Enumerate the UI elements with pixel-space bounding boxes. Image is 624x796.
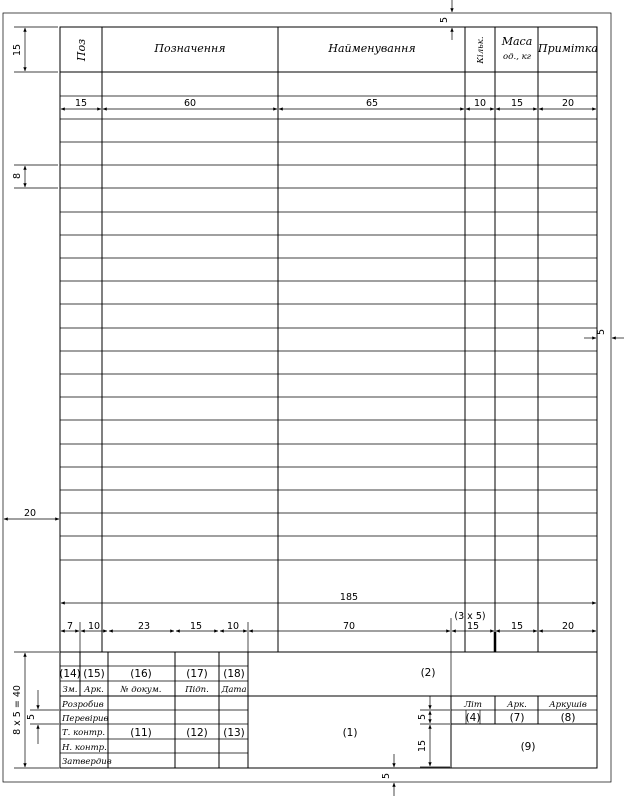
stamp-height-dimension: [12, 652, 59, 768]
dim-stamp-c5: 10: [226, 621, 240, 632]
stamp-right-dimensions: [417, 696, 450, 767]
svg-text:5: 5: [596, 328, 607, 336]
stamp-field-12: (12): [186, 727, 208, 739]
total-width-dimension: [61, 592, 596, 603]
header-mass-line1: Маса: [501, 35, 533, 48]
column-width-dimensions: [61, 98, 596, 109]
dim-stamp-c6: 70: [342, 621, 356, 632]
header-mass-line2: од., кг: [503, 52, 531, 62]
stamp-label-sheet: Арк.: [507, 700, 527, 710]
stamp-label-doc: № докум.: [120, 685, 162, 695]
top-margin-dimension: [439, 0, 458, 40]
svg-text:185: 185: [339, 592, 359, 603]
stamp-field-17: (17): [186, 668, 208, 680]
header-qty: Кільк.: [476, 36, 486, 64]
stamp-field-4: (4): [465, 712, 481, 724]
stamp-field-8: (8): [560, 712, 576, 724]
svg-text:15: 15: [417, 739, 428, 753]
dim-stamp-c4: 15: [189, 621, 203, 632]
dim-mass: 15: [510, 98, 524, 109]
sheet-trim-border: [3, 13, 611, 782]
svg-text:8: 8: [12, 172, 23, 180]
stamp-label-zm: Зм.: [62, 685, 78, 695]
svg-text:20: 20: [23, 508, 37, 519]
stamp-label-ncontrol: Н. контр.: [62, 743, 107, 753]
dim-stamp-c3: 23: [137, 621, 151, 632]
stamp-field-18: (18): [223, 668, 245, 680]
dim-stamp-c8: 20: [561, 621, 575, 632]
stamp-field-2: (2): [420, 667, 436, 679]
dim-stamp-c7b: 15: [510, 621, 524, 632]
dim-qty: 10: [473, 98, 487, 109]
dim-stamp-c2: 10: [87, 621, 101, 632]
dim-stamp-c1: 7: [66, 621, 74, 632]
dim-stamp-lit-group: (3 x 5): [454, 611, 486, 622]
svg-text:5: 5: [26, 713, 37, 721]
left-margin-dimension: [4, 508, 59, 519]
stamp-label-developed: Розробив: [62, 700, 104, 710]
stamp-label-ark: Арк.: [84, 685, 104, 695]
stamp-label-sign: Підп.: [185, 685, 209, 695]
svg-text:5: 5: [381, 772, 392, 780]
svg-text:5: 5: [439, 16, 450, 24]
drawing-frame: [60, 27, 597, 768]
header-name: Найменування: [328, 42, 416, 55]
stamp-field-14: (14): [59, 668, 81, 680]
stamp-field-15: (15): [83, 668, 105, 680]
header-designation: Позначення: [154, 42, 226, 55]
header-pos: Поз: [75, 38, 88, 62]
stamp-field-1: (1): [342, 727, 358, 739]
svg-text:5: 5: [417, 713, 428, 721]
stamp-field-11: (11): [130, 727, 152, 739]
dim-designation: 60: [183, 98, 197, 109]
stamp-field-7: (7): [509, 712, 525, 724]
stamp-field-13: (13): [223, 727, 245, 739]
svg-text:15: 15: [12, 43, 23, 57]
svg-text:8 x 5 = 40: 8 x 5 = 40: [12, 685, 23, 735]
table-rows: [60, 96, 597, 560]
stamp-width-dimensions: [61, 611, 596, 696]
stamp-field-16: (16): [130, 668, 152, 680]
dim-pos: 15: [74, 98, 88, 109]
dim-note: 20: [561, 98, 575, 109]
bottom-margin-dimension: [380, 754, 400, 796]
dim-name: 65: [365, 98, 379, 109]
stamp-label-tcontrol: Т. контр.: [62, 728, 106, 738]
stamp-field-9: (9): [520, 741, 536, 753]
header-note: Примітка: [538, 42, 598, 55]
stamp-label-approved: Затвердив: [62, 757, 112, 767]
row-height-dimension: [12, 165, 58, 188]
right-margin-dimension: [584, 329, 624, 344]
header-height-dimension: [12, 27, 58, 72]
stamp-label-lit: Літ: [464, 700, 482, 710]
stamp-label-checked: Перевірив: [62, 714, 109, 724]
dim-stamp-c7: 15: [466, 621, 480, 632]
stamp-label-sheets: Аркушів: [549, 700, 587, 710]
stamp-label-date: Дата: [221, 685, 247, 695]
